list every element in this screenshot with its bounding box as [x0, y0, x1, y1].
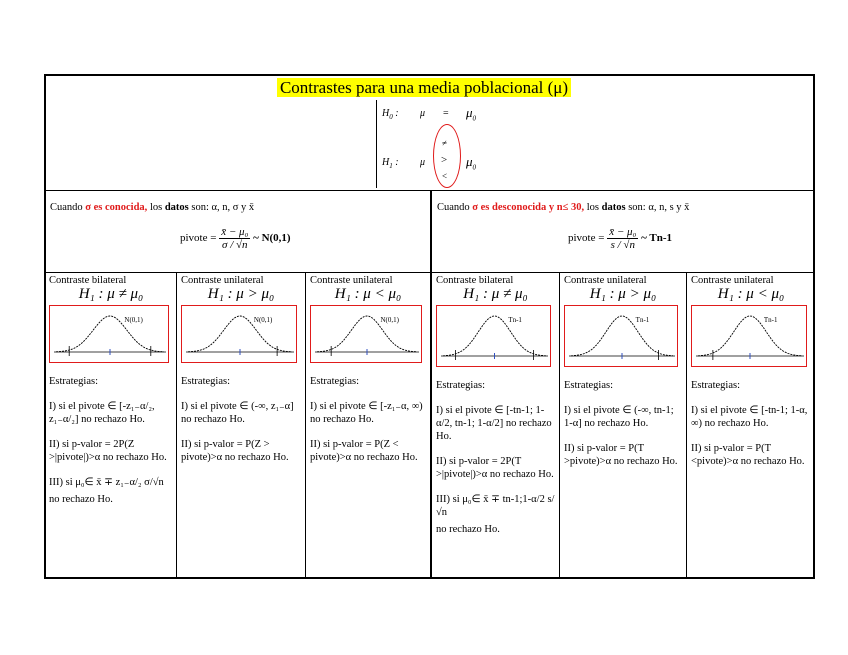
density-curve	[698, 316, 802, 356]
curve-label: N(0,1)	[124, 316, 143, 324]
curve-label: Tn-1	[508, 316, 522, 324]
h0-mu: μ	[420, 108, 426, 119]
alt-hypothesis: H₁ : μ < μ₀	[334, 286, 402, 302]
left-pivot-fraction: $\frac{\text{x̄ − μ₀}}{\sigma / √n}$	[221, 226, 249, 251]
left-pivot: pivote = $\frac{\text{x̄ − μ₀}}{\sigma / √n}$ ~ N(0,1)	[180, 226, 291, 251]
curve-label: N(0,1)	[380, 316, 399, 324]
column-right-1	[564, 275, 682, 480]
strategy-3-conclusion: no rechazo Ho.	[436, 524, 500, 535]
density-curve	[317, 316, 417, 352]
column-right-2	[691, 275, 811, 480]
normal-curve-plot	[49, 305, 169, 363]
column-left-1	[181, 275, 301, 476]
col-divider-2	[305, 272, 306, 579]
strategies-title: Estrategias:	[49, 376, 98, 387]
strategy-3: III) si μ₀∈ x̄ ∓ z₁₋α/₂ σ/√n	[49, 477, 164, 488]
h1-op-gt: >	[441, 154, 448, 166]
normal-curve-plot	[181, 305, 297, 363]
strategy-1: I) si el pivote ∈ (-∞, z₁₋α] no rechazo Ho.	[181, 401, 294, 425]
strategy-2: II) si p-valor = 2P(T >|pivote|)>α no rechazo Ho.	[436, 456, 554, 480]
col-divider-1	[176, 272, 177, 579]
density-curve	[56, 316, 164, 352]
strategies-title: Estrategias:	[436, 380, 485, 391]
strategy-2: II) si p-valor = 2P(Z >|pivote|)>α no rechazo Ho.	[49, 439, 167, 463]
curve-label: N(0,1)	[253, 316, 273, 324]
strategies-title: Estrategias:	[691, 380, 740, 391]
h0-op: =	[443, 108, 449, 119]
column-heading: Contraste unilateral	[691, 275, 774, 286]
h1-op-lt: <	[442, 171, 448, 181]
strategy-1: I) si el pivote ∈ (-∞, tn-1; 1-α] no rechazo Ho.	[564, 405, 674, 429]
column-right-0	[436, 275, 555, 548]
density-curve	[188, 316, 292, 352]
strategy-2: II) si p-valor = P(Z < pivote)>α no rechazo Ho.	[310, 439, 418, 463]
column-heading: Contraste unilateral	[310, 275, 393, 286]
right-pivot: pivote = $\frac{\text{x̄ − μ₀}}{s / √n}$ ~ Tn-1	[568, 226, 672, 251]
page-title: Contrastes para una media poblacional (μ)	[0, 78, 848, 98]
strategy-1: I) si el pivote ∈ [-z₁₋α/₂, z₁₋α/₂] no rechazo Ho.	[49, 401, 155, 425]
h0-mu0: $\mu_0$	[466, 105, 477, 123]
alt-hypothesis: H₁ : μ < μ₀	[717, 286, 785, 302]
strategy-1: I) si el pivote ∈ [-tn-1; 1-α/2, tn-1; 1-α/2] no rechazo Ho.	[436, 405, 552, 442]
alt-hypothesis: H₁ : μ > μ₀	[207, 286, 275, 302]
density-curve	[443, 316, 546, 356]
col-divider-3	[559, 272, 560, 579]
h0-label: $H_0$ :	[382, 108, 399, 121]
curve-label: Tn-1	[635, 316, 650, 324]
normal-curve-plot	[310, 305, 422, 363]
h1-mu: μ	[420, 157, 426, 168]
column-heading: Contraste unilateral	[564, 275, 647, 286]
hypothesis-brace	[376, 100, 379, 188]
alt-hypothesis: H₁ : μ ≠ μ₀	[463, 286, 528, 302]
strategy-2: II) si p-valor = P(T <pivote)>α no rechazo Ho.	[691, 443, 805, 467]
normal-curve-plot	[691, 305, 807, 367]
column-left-2	[310, 275, 426, 476]
strategy-2: II) si p-valor = P(Z > pivote)>α no rechazo Ho.	[181, 439, 289, 463]
strategies	[310, 375, 426, 464]
normal-curve-plot	[564, 305, 678, 367]
right-pivot-fraction: $\frac{\text{x̄ − μ₀}}{s / √n}$	[609, 226, 637, 251]
alt-hypothesis: H₁ : μ ≠ μ₀	[78, 286, 144, 302]
column-left-0	[49, 275, 173, 518]
strategies	[49, 375, 173, 506]
alt-hypothesis: H₁ : μ > μ₀	[589, 286, 657, 302]
strategy-3: III) si μ₀∈ x̄ ∓ tn-1;1-α/2 s/√n	[436, 494, 555, 518]
strategies-title: Estrategias:	[310, 376, 359, 387]
main-column-divider	[430, 190, 432, 579]
strategies-title: Estrategias:	[181, 376, 230, 387]
strategy-1: I) si el pivote ∈ [-tn-1; 1-α, ∞) no rechazo Ho.	[691, 405, 808, 429]
h1-op-neq: ≠	[442, 138, 447, 148]
strategies	[691, 379, 811, 468]
right-condition: Cuando σ es desconocida y n≤ 30, los datos son: α, n, s y x̄	[437, 202, 690, 213]
strategy-3-conclusion: no rechazo Ho.	[49, 494, 113, 505]
column-heading: Contraste bilateral	[436, 275, 514, 286]
strategies	[564, 379, 682, 468]
column-heading: Contraste unilateral	[181, 275, 264, 286]
strategies	[436, 379, 555, 536]
normal-curve-plot	[436, 305, 551, 367]
strategies-title: Estrategias:	[564, 380, 613, 391]
strategy-2: II) si p-valor = P(T >pivote)>α no rechazo Ho.	[564, 443, 678, 467]
left-condition: Cuando σ es conocida, los datos son: α, n, σ y x̄	[50, 202, 255, 213]
strategy-1: I) si el pivote ∈ [-z₁₋α, ∞) no rechazo Ho.	[310, 401, 423, 425]
column-heading: Contraste bilateral	[49, 275, 127, 286]
curve-label: Tn-1	[763, 316, 778, 324]
h1-label: $H_1$ :	[382, 157, 399, 170]
strategies	[181, 375, 301, 464]
h1-mu0: $\mu_0$	[466, 154, 477, 172]
col-divider-4	[686, 272, 687, 579]
density-curve	[571, 316, 673, 356]
